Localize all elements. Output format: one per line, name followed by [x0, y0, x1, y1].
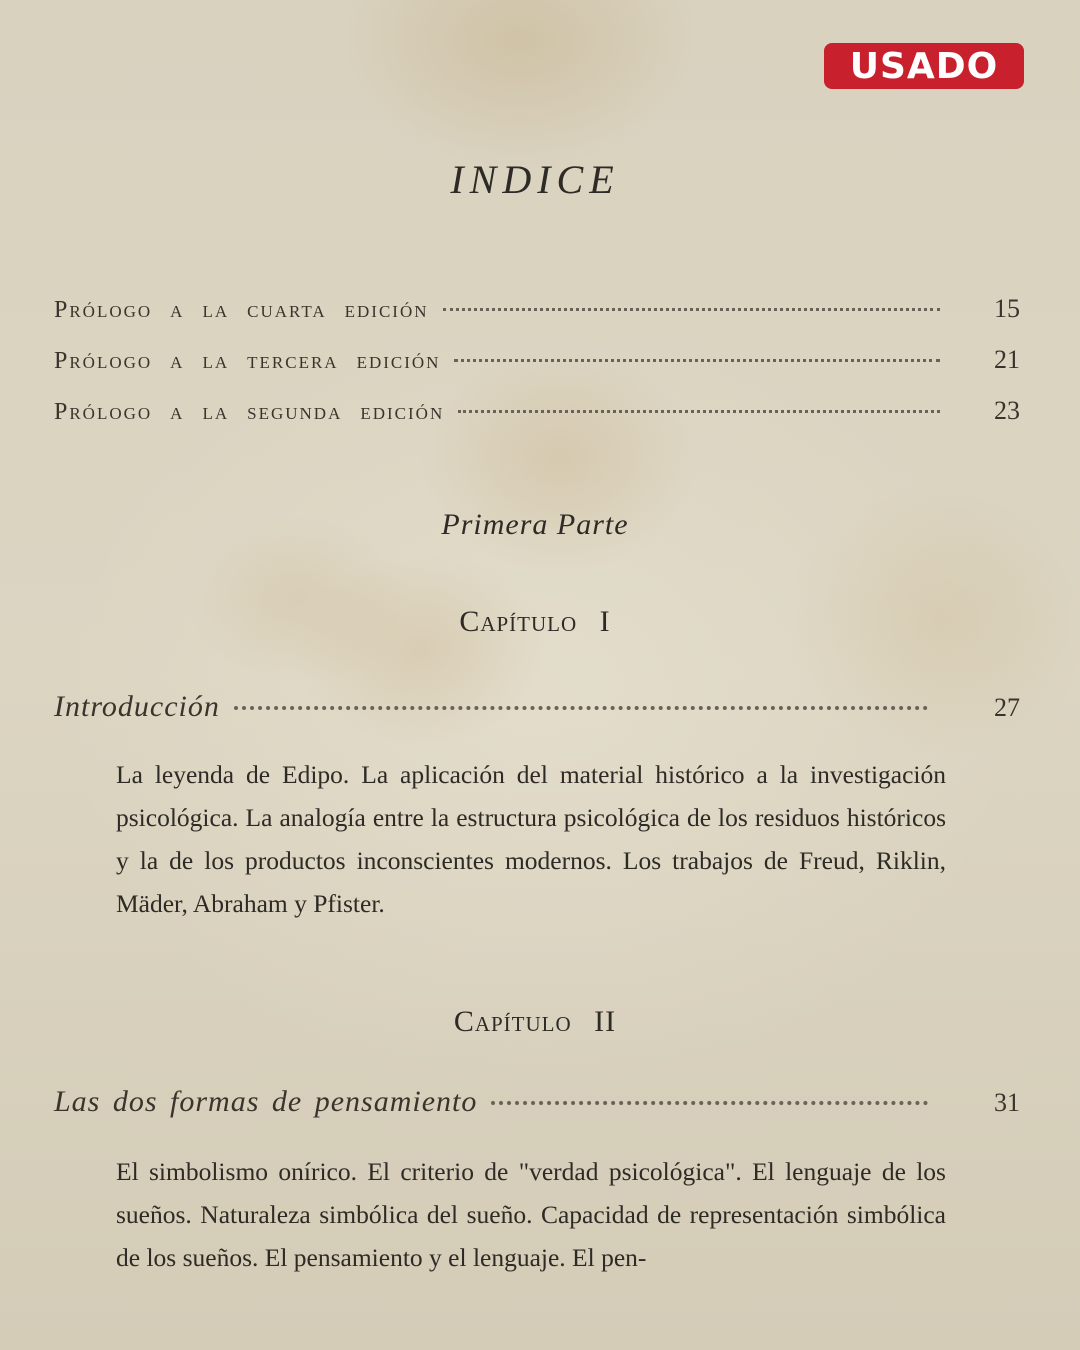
- dot-leader: [458, 410, 940, 413]
- toc-page-number: 27: [994, 693, 1020, 722]
- page-title: INDICE: [450, 157, 620, 202]
- toc-page-number: 31: [994, 1088, 1020, 1117]
- part-title: Primera Parte: [441, 508, 629, 541]
- toc-label: Introducción: [54, 690, 220, 723]
- toc-page-number: 21: [994, 345, 1020, 374]
- toc-page-number: 15: [994, 294, 1020, 323]
- toc-row-chapter-1: [54, 690, 1020, 724]
- chapter-heading-1: Capítulo I: [459, 605, 611, 638]
- toc-label: Las dos formas de pensamiento: [54, 1085, 478, 1118]
- toc-label: Prólogo a la tercera edición: [54, 348, 441, 374]
- toc-label: Prólogo a la segunda edición: [54, 399, 445, 425]
- dot-leader: [234, 706, 928, 710]
- toc-row-prologue-3: [54, 345, 1020, 379]
- dot-leader: [454, 359, 940, 362]
- used-badge: USADO: [824, 43, 1024, 89]
- chapter-description-1: La leyenda de Edipo. La aplicación del material histórico a la investigación psicológica. La analogía entre la estructura psicológica de los residuos históricos y la de los productos inconscientes modernos. Los trabajos de Freud, Riklin, Mäder, Abraham y Pfister.: [116, 760, 946, 918]
- toc-row-prologue-2: [54, 396, 1020, 430]
- toc-page-number: 23: [994, 396, 1020, 425]
- toc-row-prologue-4: [54, 294, 1020, 328]
- toc-label: Prólogo a la cuarta edición: [54, 297, 429, 323]
- dot-leader: [491, 1101, 928, 1105]
- chapter-description-2: El simbolismo onírico. El criterio de "verdad psicológica". El lenguaje de los sueños. Naturaleza simbólica del sueño. Capacidad de representación simbólica de los sueños. El pensamiento y el lenguaje. El pen-: [116, 1157, 946, 1272]
- chapter-heading-2: Capítulo II: [453, 1005, 617, 1038]
- toc-row-chapter-2: [54, 1085, 1020, 1119]
- dot-leader: [443, 308, 940, 311]
